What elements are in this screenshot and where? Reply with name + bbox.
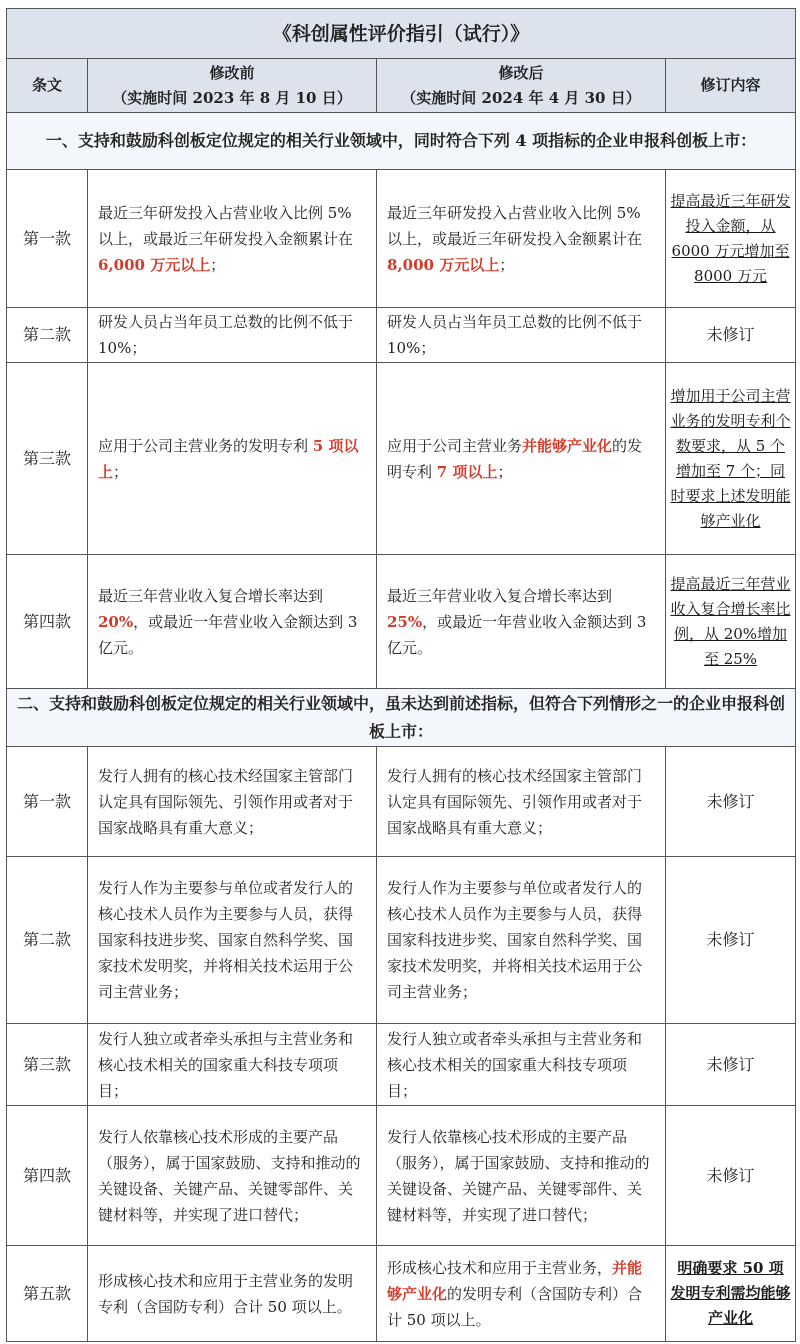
clause-label: 第四款 <box>7 555 88 689</box>
after-text-part: 应用于公司主营业务 <box>387 436 523 455</box>
before-text <box>88 170 377 308</box>
status-unchanged: 未修订 <box>666 747 796 857</box>
after-text-part: 形成核心技术和应用于主营业务， <box>387 1258 613 1277</box>
after-text-part: ； <box>497 462 513 481</box>
clause-label: 第三款 <box>7 1024 88 1106</box>
change-note-text: 明确要求 50 项发明专利需均能够产业化 <box>670 1259 791 1327</box>
after-text-part: 的发明专利（含国防专利）合计 50 项以上。 <box>387 1284 643 1329</box>
table-title: 《科创属性评价指引（试行）》 <box>7 9 796 59</box>
after-highlight: 8,000 万元以上 <box>387 255 500 274</box>
before-text-part: ； <box>113 462 129 481</box>
before-text-part: 最近三年营业收入复合增长率达到 <box>98 586 324 605</box>
table-row <box>7 308 796 363</box>
header-change: 修订内容 <box>666 59 796 113</box>
table-row <box>7 1024 796 1106</box>
before-text: 发行人作为主要参与单位或者发行人的核心技术人员作为主要参与人员，获得国家科技进步奖、国家自然科学奖、国家技术发明奖，并将相关技术运用于公司主营业务； <box>88 857 377 1024</box>
after-text: 研发人员占当年员工总数的比例不低于 10%； <box>377 308 666 363</box>
before-text <box>88 363 377 555</box>
before-highlight: 5 项以上 <box>98 436 359 481</box>
after-text: 发行人作为主要参与单位或者发行人的核心技术人员作为主要参与人员，获得国家科技进步奖、国家自然科学奖、国家技术发明奖，并将相关技术运用于公司主营业务； <box>377 857 666 1024</box>
before-text: 发行人独立或者牵头承担与主营业务和核心技术相关的国家重大科技专项项目； <box>88 1024 377 1106</box>
change-note <box>666 555 796 689</box>
clause-label: 第一款 <box>7 170 88 308</box>
table-row <box>7 747 796 857</box>
before-text-part: ； <box>210 255 226 274</box>
before-highlight: 20% <box>98 612 134 631</box>
before-text: 发行人依靠核心技术形成的主要产品（服务），属于国家鼓励、支持和推动的关键设备、关键产品、关键零部件、关键材料等，并实现了进口替代； <box>88 1106 377 1246</box>
after-highlight: 7 项以上 <box>436 462 498 481</box>
header-before-label: 修改前 <box>209 63 255 82</box>
section-2-heading: 二、支持和鼓励科创板定位规定的相关行业领域中，虽未达到前述指标，但符合下列情形之一的企业申报科创板上市： <box>7 689 796 747</box>
table-row <box>7 1246 796 1342</box>
status-unchanged: 未修订 <box>666 308 796 363</box>
change-note-text: 提高最近三年研发投入金额，从 6000 万元增加至 8000 万元 <box>670 191 791 285</box>
after-text-part: 最近三年研发投入占营业收入比例 5%以上，或最近三年研发投入金额累计在 <box>387 203 643 248</box>
after-highlight: 25% <box>387 612 423 631</box>
comparison-table <box>6 8 796 1342</box>
status-unchanged: 未修订 <box>666 857 796 1024</box>
table-row <box>7 363 796 555</box>
after-text-part: ； <box>499 255 515 274</box>
change-note-text: 增加用于公司主营业务的发明专利个数要求，从 5 个增加至 7 个；同时要求上述发明能够产业化 <box>670 386 791 530</box>
after-highlight: 并能够产业化 <box>522 436 613 455</box>
after-text: 发行人拥有的核心技术经国家主管部门认定具有国际领先、引领作用或者对于国家战略具有重大意义； <box>377 747 666 857</box>
table-row <box>7 857 796 1024</box>
clause-label: 第五款 <box>7 1246 88 1342</box>
table-row <box>7 1106 796 1246</box>
after-text-part: ，或最近一年营业收入金额达到 3 亿元。 <box>387 612 647 657</box>
change-note-text: 提高最近三年营业收入复合增长率比例，从 20%增加至 25% <box>670 574 791 668</box>
before-highlight: 6,000 万元以上 <box>98 255 211 274</box>
header-before <box>88 59 377 113</box>
after-text <box>377 363 666 555</box>
header-clause: 条文 <box>7 59 88 113</box>
after-highlight: 并能够产业化 <box>387 1258 643 1303</box>
clause-label: 第三款 <box>7 363 88 555</box>
before-text: 研发人员占当年员工总数的比例不低于 10%； <box>88 308 377 363</box>
before-text-part: 应用于公司主营业务的发明专利 <box>98 436 313 455</box>
change-note <box>666 363 796 555</box>
status-unchanged: 未修订 <box>666 1024 796 1106</box>
after-text: 发行人依靠核心技术形成的主要产品（服务），属于国家鼓励、支持和推动的关键设备、关键产品、关键零部件、关键材料等，并实现了进口替代； <box>377 1106 666 1246</box>
status-unchanged: 未修订 <box>666 1106 796 1246</box>
change-note <box>666 1246 796 1342</box>
before-text: 形成核心技术和应用于主营业务的发明专利（含国防专利）合计 50 项以上。 <box>88 1246 377 1342</box>
after-text: 发行人独立或者牵头承担与主营业务和核心技术相关的国家重大科技专项项目； <box>377 1024 666 1106</box>
clause-label: 第四款 <box>7 1106 88 1246</box>
before-text-part: 最近三年研发投入占营业收入比例 5%以上，或最近三年研发投入金额累计在 <box>98 203 354 248</box>
after-text <box>377 170 666 308</box>
header-after-label: 修改后 <box>498 63 544 82</box>
after-text <box>377 555 666 689</box>
before-text <box>88 555 377 689</box>
clause-label: 第二款 <box>7 857 88 1024</box>
before-text-part: ，或最近一年营业收入金额达到 3 亿元。 <box>98 612 358 657</box>
table-row <box>7 555 796 689</box>
change-note <box>666 170 796 308</box>
header-after <box>377 59 666 113</box>
section-1-heading: 一、支持和鼓励科创板定位规定的相关行业领域中，同时符合下列 4 项指标的企业申报科创板上市： <box>7 113 796 170</box>
header-after-date: （实施时间 2024 年 4 月 30 日） <box>401 88 641 107</box>
table-row <box>7 170 796 308</box>
before-text: 发行人拥有的核心技术经国家主管部门认定具有国际领先、引领作用或者对于国家战略具有重大意义； <box>88 747 377 857</box>
clause-label: 第二款 <box>7 308 88 363</box>
after-text-part: 最近三年营业收入复合增长率达到 <box>387 586 613 605</box>
after-text-part: 的发明专利 <box>387 436 643 481</box>
clause-label: 第一款 <box>7 747 88 857</box>
after-text <box>377 1246 666 1342</box>
header-before-date: （实施时间 2023 年 8 月 10 日） <box>112 88 352 107</box>
